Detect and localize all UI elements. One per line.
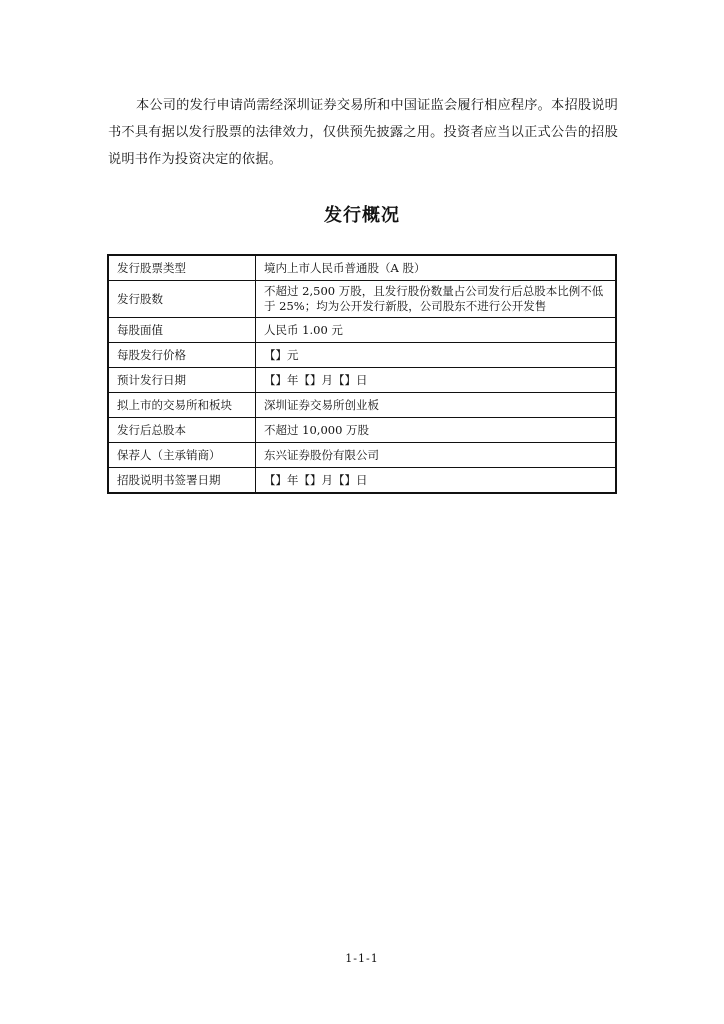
row-label: 招股说明书签署日期: [108, 468, 256, 494]
row-value: 境内上市人民币普通股（A 股）: [256, 255, 617, 281]
table-row: [108, 418, 616, 443]
row-value: 不超过 10,000 万股: [256, 418, 617, 443]
row-value: 深圳证券交易所创业板: [256, 393, 617, 418]
row-label: 发行后总股本: [108, 418, 256, 443]
row-label: 发行股数: [108, 281, 256, 318]
row-value: 【】年【】月【】日: [256, 368, 617, 393]
disclaimer-text: 本公司的发行申请尚需经深圳证券交易所和中国证监会履行相应程序。本招股说明书不具有据以发行股票的法律效力，仅供预先披露之用。投资者应当以正式公告的招股说明书作为投资决定的依据。: [108, 98, 618, 167]
issuance-overview-table: [107, 254, 617, 494]
table-row: [108, 343, 616, 368]
page-number: 1-1-1: [345, 952, 379, 965]
table-row: [108, 393, 616, 418]
row-label: 保荐人（主承销商）: [108, 443, 256, 468]
section-title: 发行概况: [324, 205, 400, 226]
table-row: [108, 468, 616, 494]
table-row: [108, 443, 616, 468]
row-value: 东兴证券股份有限公司: [256, 443, 617, 468]
row-value: 人民币 1.00 元: [256, 318, 617, 343]
row-value: 【】年【】月【】日: [256, 468, 617, 494]
row-label: 每股发行价格: [108, 343, 256, 368]
disclaimer-paragraph: [108, 92, 618, 173]
table-row: [108, 318, 616, 343]
row-value: 【】元: [256, 343, 617, 368]
row-value: 不超过 2,500 万股，且发行股份数量占公司发行后总股本比例不低于 25%；均为公开发行新股，公司股东不进行公开发售: [256, 281, 617, 318]
row-label: 每股面值: [108, 318, 256, 343]
row-label: 预计发行日期: [108, 368, 256, 393]
table-row: [108, 255, 616, 281]
row-label: 发行股票类型: [108, 255, 256, 281]
table-row: [108, 281, 616, 318]
row-label: 拟上市的交易所和板块: [108, 393, 256, 418]
table-row: [108, 368, 616, 393]
